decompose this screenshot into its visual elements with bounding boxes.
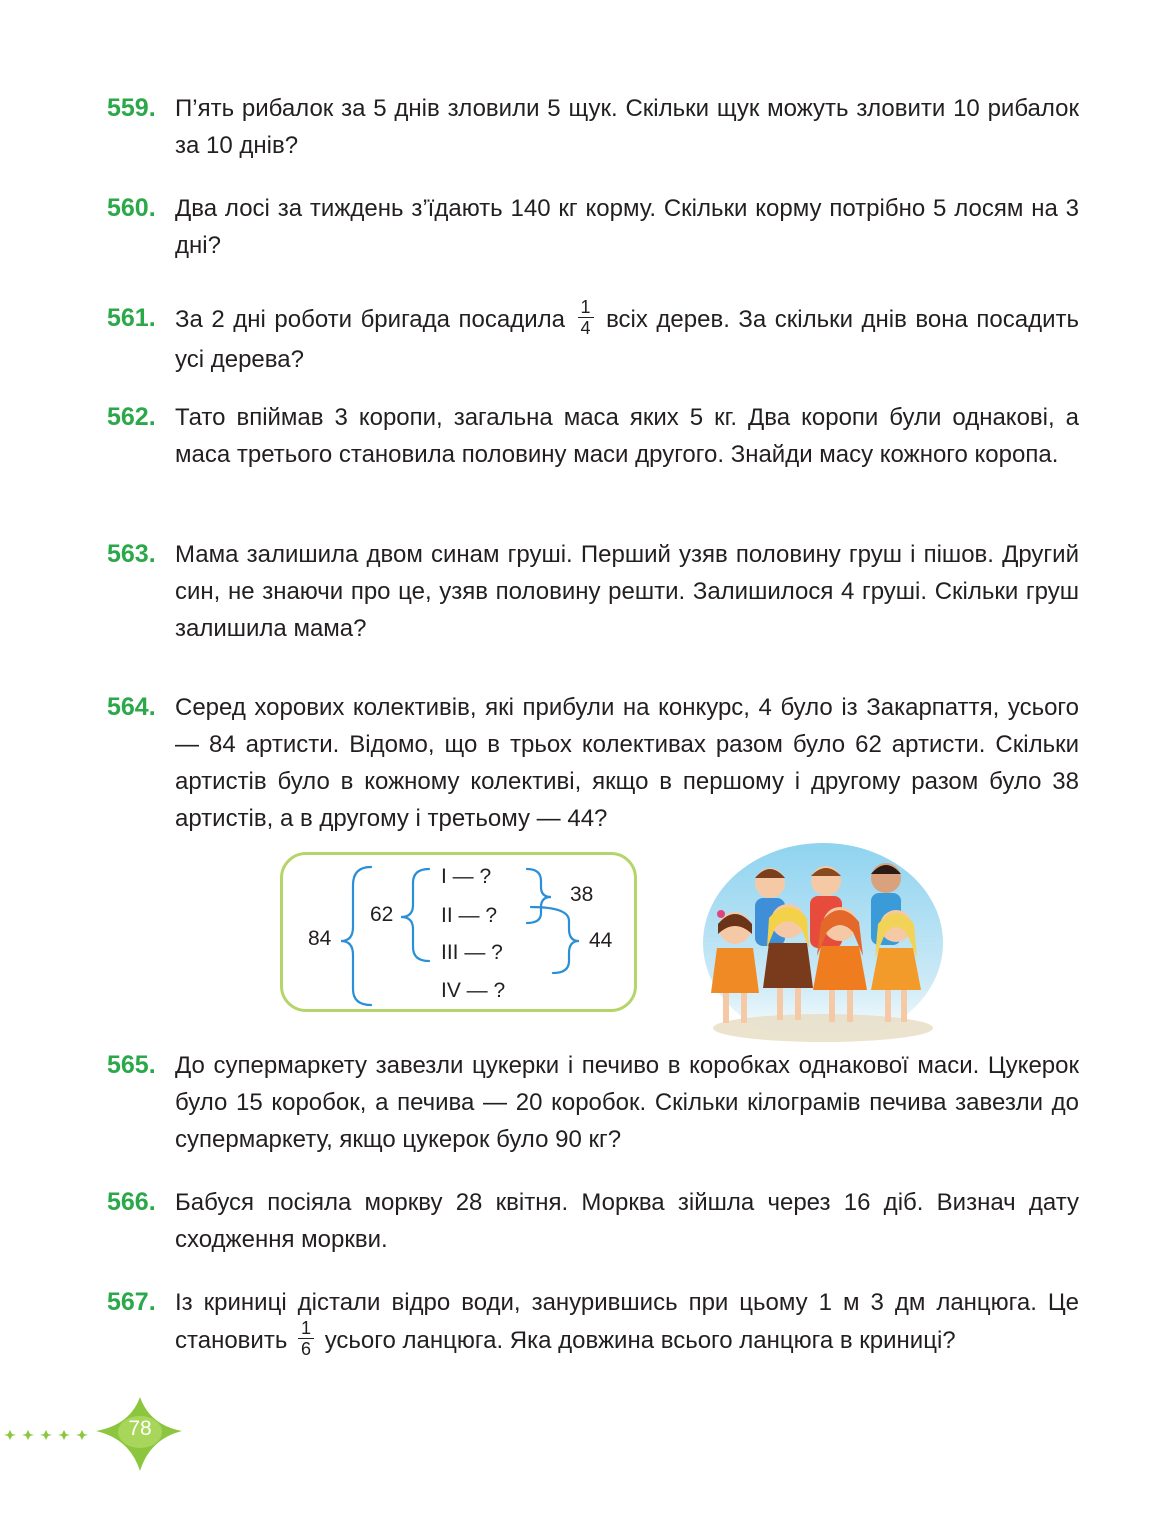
fraction: [578, 297, 594, 338]
problem-number: 559.: [107, 94, 156, 122]
problem-number: 563.: [107, 540, 156, 568]
problem-number: 562.: [107, 403, 156, 431]
scheme-first-second: 38: [570, 883, 594, 906]
scheme-item-1: I — ?: [441, 865, 492, 888]
problem-number: 567.: [107, 1288, 156, 1316]
problem-text-before: Із криниці дістали відро води, занурившись при цьому 1 м 3 дм ланцюга. Це становить: [175, 1289, 1079, 1354]
problem-number: 565.: [107, 1051, 156, 1079]
fraction-denominator: 6: [301, 1339, 312, 1359]
fraction-denominator: 4: [580, 318, 591, 338]
problem-text-after: усього ланцюга. Яка довжина всього ланцюга в криниці?: [324, 1326, 956, 1354]
fraction: [298, 1318, 314, 1359]
page-number: 78: [128, 1417, 152, 1440]
brace-second-third: [531, 907, 579, 973]
scheme-item-4: IV — ?: [441, 979, 506, 1002]
problem-text: До супермаркету завезли цукерки і печиво в коробках однакової маси. Цукерок було 15 коробок, а печива — 20 коробок. Скільки кілограмів печива завезли до супермаркету, якщо цукерок було 90 кг?: [175, 1052, 1079, 1153]
problem-text: [175, 297, 1079, 378]
problem-number: 564.: [107, 693, 156, 721]
problem-text: Тато впіймав 3 коропи, загальна маса яких 5 кг. Два коропи були однакові, а маса третього становила половину маси другого. Знайди масу кожного коропа.: [175, 404, 1079, 468]
problem-text: [175, 1284, 1079, 1362]
scheme-total: 84: [308, 927, 332, 950]
problem-text: Два лосі за тиждень з’їдають 140 кг корму. Скільки корму потрібно 5 лосям на 3 дні?: [175, 195, 1079, 259]
problem-565: [107, 1047, 1079, 1158]
scheme-item-2: II — ?: [441, 904, 498, 927]
scheme-second-third: 44: [589, 929, 613, 952]
problem-text-after: всіх дерев. За скільки днів вона посадить усі дерева?: [175, 305, 1079, 373]
problem-560: [107, 190, 1079, 264]
brace-total: [341, 867, 371, 1005]
brace-three: [401, 869, 429, 961]
problem-number: 566.: [107, 1188, 156, 1216]
children-choir-illustration: [703, 838, 943, 1043]
problem-text: Серед хорових колективів, які прибули на конкурс, 4 було із Закарпаття, усього — 84 артисти. Відомо, що в трьох колективах разом було 62 артисти. Скільки артистів було в кожному колективі, якщо в першому і другому разом було 38 артистів, а в другому і третьому — 44?: [175, 694, 1079, 832]
problem-562: [107, 399, 1079, 473]
scheme-item-3: III — ?: [441, 941, 503, 964]
problem-text: Бабуся посіяла моркву 28 квітня. Морква зійшла через 16 діб. Визнач дату сходження моркви.: [175, 1189, 1079, 1253]
problem-text: П’ять рибалок за 5 днів зловили 5 щук. Скільки щук можуть зловити 10 рибалок за 10 днів?: [175, 95, 1079, 159]
problem-564: [107, 689, 1079, 837]
problem-text-before: За 2 дні роботи бригада посадила: [175, 305, 565, 333]
problem-567: [107, 1284, 1079, 1362]
problem-559: [107, 90, 1079, 164]
problem-text: Мама залишила двом синам груші. Перший узяв половину груш і пішов. Другий син, не знаючи про це, узяв половину решти. Залишилося 4 груші. Скільки груш залишила мама?: [175, 541, 1079, 642]
problem-563: [107, 536, 1079, 647]
problem-561: [107, 297, 1079, 378]
fraction-numerator: 1: [298, 1318, 314, 1339]
problem-number: 561.: [107, 304, 156, 332]
problem-566: [107, 1184, 1079, 1258]
problem-number: 560.: [107, 194, 156, 222]
scheme-diagram: [280, 852, 637, 1012]
scheme-three-total: 62: [370, 903, 394, 926]
fraction-numerator: 1: [578, 297, 594, 318]
page-number-badge: [0, 1395, 200, 1475]
brace-first-second: [527, 869, 551, 923]
